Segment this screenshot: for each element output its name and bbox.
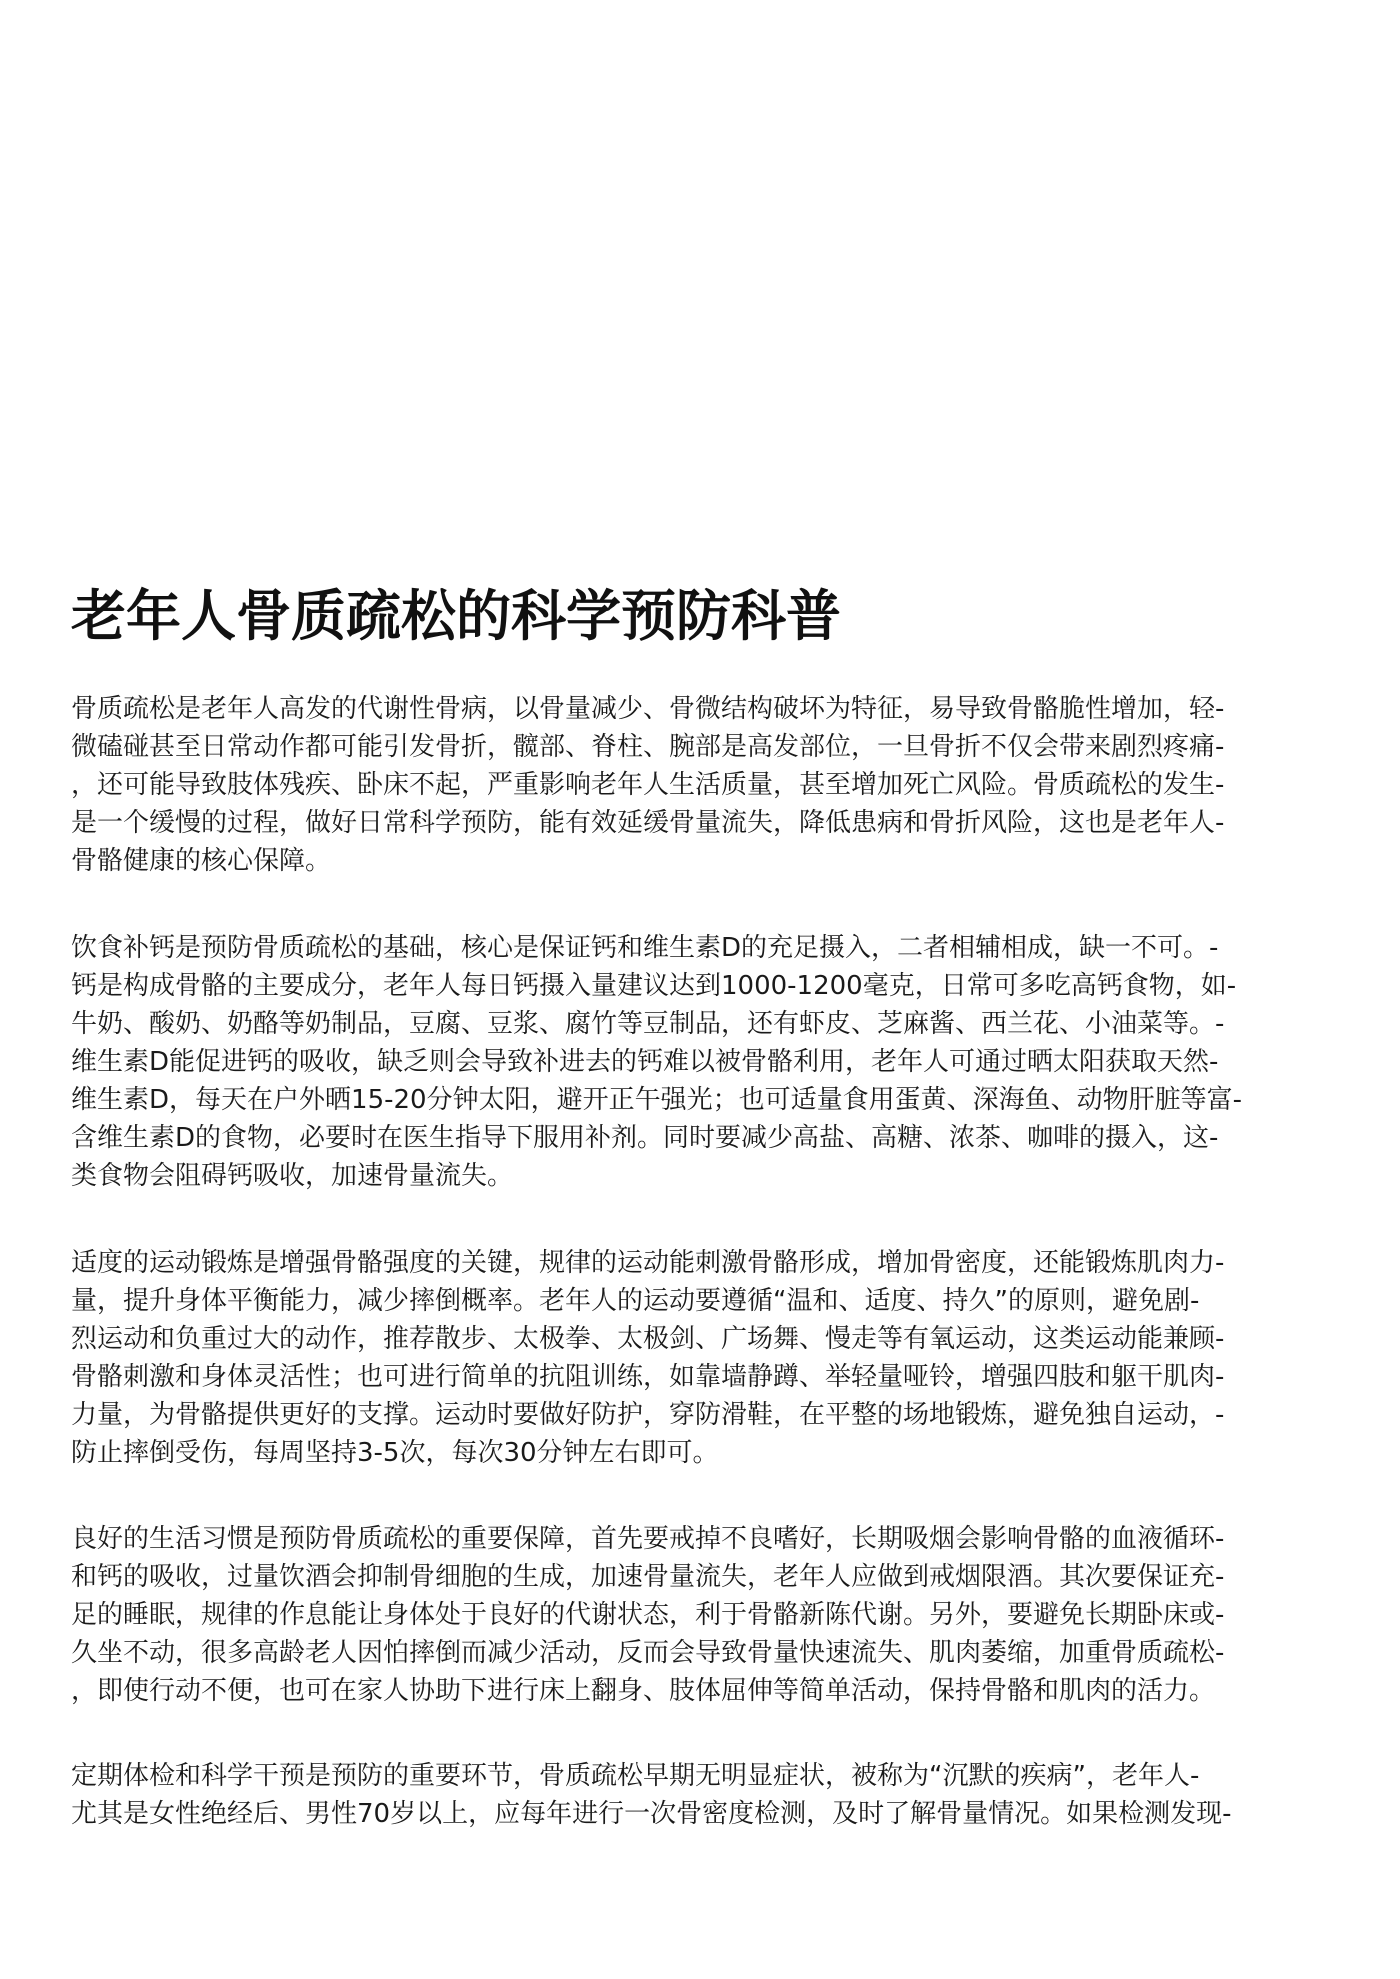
paragraph-exercise (71, 1244, 1341, 1472)
paragraph-diet (71, 929, 1341, 1195)
text-line: 和钙的吸收，过量饮酒会抑制骨细胞的生成，加速骨量流失，老年人应做到戒烟限酒。其次要保证充- (71, 1562, 1225, 1592)
text-line: 维生素D能促进钙的吸收，缺乏则会导致补进去的钙难以被骨骼利用，老年人可通过晒太阳获取天然- (71, 1047, 1219, 1077)
text-line: 定期体检和科学干预是预防的重要环节，骨质疏松早期无明显症状，被称为“沉默的疾病”，老年人- (71, 1761, 1200, 1791)
text-line: 量，提升身体平衡能力，减少摔倒概率。老年人的运动要遵循“温和、适度、持久”的原则，避免剧- (71, 1286, 1200, 1316)
text-line: 适度的运动锻炼是增强骨骼强度的关键，规律的运动能刺激骨骼形成，增加骨密度，还能锻炼肌肉力- (71, 1248, 1225, 1278)
text-line: 维生素D，每天在户外晒15-20分钟太阳，避开正午强光；也可适量食用蛋黄、深海鱼、动物肝脏等富- (71, 1085, 1242, 1115)
paragraph-intro (71, 690, 1341, 880)
text-line: 含维生素D的食物，必要时在医生指导下服用补剂。同时要减少高盐、高糖、浓茶、咖啡的摄入，这- (71, 1123, 1219, 1153)
text-line: 力量，为骨骼提供更好的支撑。运动时要做好防护，穿防滑鞋，在平整的场地锻炼，避免独自运动，- (71, 1400, 1225, 1430)
text-line: 骨质疏松是老年人高发的代谢性骨病，以骨量减少、骨微结构破坏为特征，易导致骨骼脆性增加，轻- (71, 694, 1225, 724)
text-line: 尤其是女性绝经后、男性70岁以上，应每年进行一次骨密度检测，及时了解骨量情况。如果检测发现- (71, 1799, 1232, 1829)
text-line: 烈运动和负重过大的动作，推荐散步、太极拳、太极剑、广场舞、慢走等有氧运动，这类运动能兼顾- (71, 1324, 1225, 1354)
text-line: 类食物会阻碍钙吸收，加速骨量流失。 (71, 1161, 514, 1191)
text-line: 骨骼刺激和身体灵活性；也可进行简单的抗阻训练，如靠墙静蹲、举轻量哑铃，增强四肢和躯干肌肉- (71, 1362, 1225, 1392)
text-line: 牛奶、酸奶、奶酪等奶制品，豆腐、豆浆、腐竹等豆制品，还有虾皮、芝麻酱、西兰花、小油菜等。- (71, 1009, 1225, 1039)
paragraph-lifestyle (71, 1520, 1341, 1710)
text-line: ，即使行动不便，也可在家人协助下进行床上翻身、肢体屈伸等简单活动，保持骨骼和肌肉的活力。 (71, 1676, 1216, 1706)
text-line: 防止摔倒受伤，每周坚持3-5次，每次30分钟左右即可。 (71, 1438, 719, 1468)
text-line: 钙是构成骨骼的主要成分，老年人每日钙摄入量建议达到1000-1200毫克，日常可多吃高钙食物，如- (71, 971, 1237, 1001)
text-line: 骨骼健康的核心保障。 (71, 846, 332, 876)
text-line: 久坐不动，很多高龄老人因怕摔倒而减少活动，反而会导致骨量快速流失、肌肉萎缩，加重骨质疏松- (71, 1638, 1225, 1668)
text-line: 足的睡眠，规律的作息能让身体处于良好的代谢状态，利于骨骼新陈代谢。另外，要避免长期卧床或- (71, 1600, 1225, 1630)
document-title: 老年人骨质疏松的科学预防科普 (71, 584, 842, 648)
text-line: 良好的生活习惯是预防骨质疏松的重要保障，首先要戒掉不良嗜好，长期吸烟会影响骨骼的血液循环- (71, 1524, 1225, 1554)
text-line: 微磕碰甚至日常动作都可能引发骨折，髋部、脊柱、腕部是高发部位，一旦骨折不仅会带来剧烈疼痛- (71, 732, 1225, 762)
text-line: ，还可能导致肢体残疾、卧床不起，严重影响老年人生活质量，甚至增加死亡风险。骨质疏松的发生- (71, 770, 1225, 800)
paragraph-checkup (71, 1757, 1341, 1833)
text-line: 是一个缓慢的过程，做好日常科学预防，能有效延缓骨量流失，降低患病和骨折风险，这也是老年人- (71, 808, 1225, 838)
text-line: 饮食补钙是预防骨质疏松的基础，核心是保证钙和维生素D的充足摄入，二者相辅相成，缺一不可。- (71, 933, 1219, 963)
